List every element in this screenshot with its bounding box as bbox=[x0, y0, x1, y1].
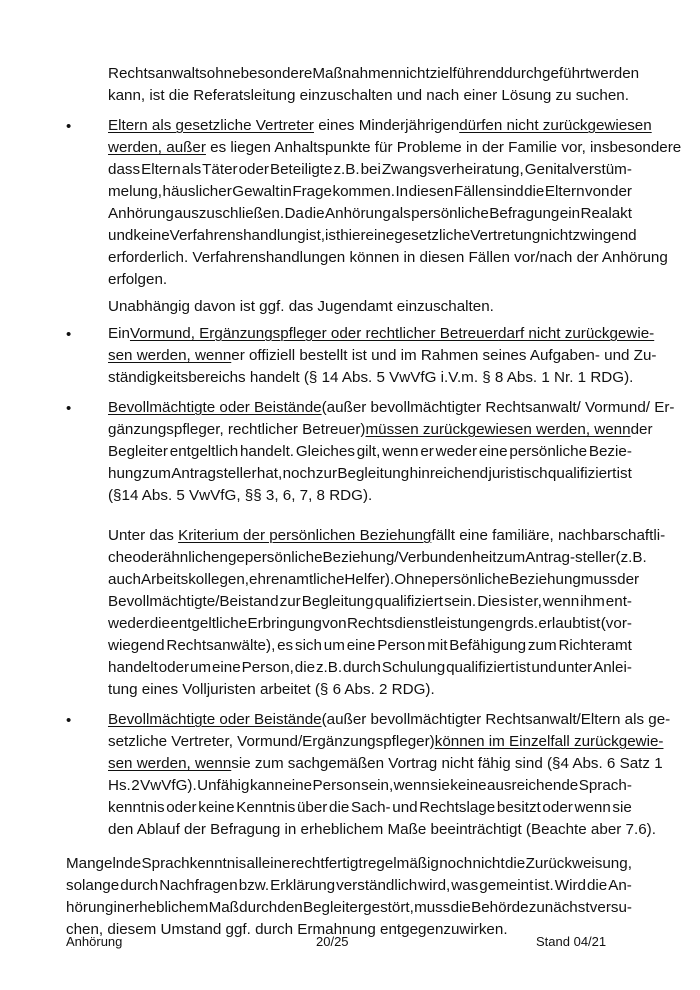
footer-section-title: Anhörung bbox=[66, 934, 123, 949]
closing-line: solange durch Nachfragen bzw. Erklärung verständlich wird, was gemeint ist. Wird die An- bbox=[66, 877, 632, 894]
item4-line bbox=[108, 710, 671, 730]
bullet-marker: • bbox=[66, 118, 72, 135]
item4-rule: können im Einzelfall zurückgewie- bbox=[434, 733, 664, 750]
item1-subject: Eltern als gesetzliche Vertreter bbox=[108, 117, 314, 134]
text-line: wiegend Rechtsanwälte), es sich um eine Person mit Befähigung zum Richteramt bbox=[108, 637, 632, 654]
text-line: handelt oder um eine Person, die z.B. durch Schulung qualifiziert ist und unter Anlei- bbox=[108, 659, 632, 676]
item1-note: Unabhängig davon ist ggf. das Jugendamt einzuschalten. bbox=[108, 298, 494, 315]
text-line: melung, häuslicher Gewalt in Frage kommen. In diesen Fällen sind die Eltern von der bbox=[108, 183, 632, 200]
item3-text: gänzungspfleger, rechtlicher Betreuer) bbox=[108, 421, 366, 438]
item3-para2-line bbox=[108, 526, 666, 546]
text-line: weder die entgeltliche Erbringung von Rechtsdienstleistungen grds. erlaubt ist (vor- bbox=[108, 615, 632, 632]
item1-text: eines Minderjährigen bbox=[313, 117, 460, 134]
closing-line: hörung in erheblichem Maß durch den Begleiter gestört, muss die Behörde zunächst versu- bbox=[66, 899, 632, 916]
item4-text: setzliche Vertreter, Vormund/Ergänzungspfleger) bbox=[108, 733, 435, 750]
item2-subject: Vormund, Ergänzungspfleger oder rechtlicher Betreuer bbox=[129, 325, 499, 342]
text-line: Begleiter entgeltlich handelt. Gleiches gilt, wenn er weder eine persönliche Bezie- bbox=[108, 443, 632, 460]
text-line: Rechtsanwalts ohne besondere Maßnahmen nicht zielführend durchgeführt werden bbox=[108, 65, 640, 82]
text-line: che oder ähnlich enge persönliche Beziehung/Verbundenheit zum Antrag-steller (z.B. bbox=[108, 549, 647, 566]
item4-subject: Bevollmächtigte oder Beistände bbox=[108, 711, 322, 728]
text-line: kann, ist die Referatsleitung einzuschalten und nach einer Lösung zu suchen. bbox=[108, 87, 629, 104]
item3-kriterium: Kriterium der persönlichen Beziehung bbox=[178, 527, 432, 544]
item3-line bbox=[108, 420, 653, 440]
item2-line bbox=[108, 324, 655, 344]
item3-line bbox=[108, 398, 675, 418]
item3-text: Unter das bbox=[108, 527, 179, 544]
footer-page-number: 20/25 bbox=[316, 934, 349, 949]
item2-text: Ein bbox=[108, 325, 130, 342]
item3-text: der bbox=[630, 421, 653, 438]
closing-line: Mangelnde Sprachkenntnis alleine rechtfertigt regelmäßig noch nicht die Zurückweisung, bbox=[66, 855, 632, 872]
item4-line bbox=[108, 754, 663, 774]
item2-text: er offiziell bestellt ist und im Rahmen seines Aufgaben- und Zu- bbox=[231, 347, 657, 364]
item2-rule: darf nicht zurückgewie- bbox=[498, 325, 655, 342]
text-line: kenntnis oder keine Kenntnis über die Sach- und Rechtslage besitzt oder wenn sie bbox=[108, 799, 632, 816]
item3-rule: müssen zurückgewiesen werden, wenn bbox=[365, 421, 631, 438]
closing-line: chen, diesem Umstand ggf. durch Ermahnung entgegenzuwirken. bbox=[66, 921, 508, 938]
item3-text: (außer bevollmächtigter Rechtsanwalt/ Vormund/ Er- bbox=[321, 399, 675, 416]
text-line: auch Arbeitskollegen, ehrenamtliche Helfer). Ohne persönliche Beziehung muss der bbox=[108, 571, 640, 588]
text-line: den Ablauf der Befragung in erheblichem Maße beeinträchtigt (Beachte aber 7.6). bbox=[108, 821, 656, 838]
bullet-marker: • bbox=[66, 400, 72, 417]
text-line: dass Eltern als Täter oder Beteiligte z.B. bei Zwangsverheiratung, Genitalverstüm- bbox=[108, 161, 632, 178]
item3-subject: Bevollmächtigte oder Beistände bbox=[108, 399, 322, 416]
item1-line bbox=[108, 116, 652, 136]
text-line: tung eines Volljuristen arbeitet (§ 6 Abs. 2 RDG). bbox=[108, 681, 435, 698]
text-line: ständigkeitsbereichs handelt (§ 14 Abs. 5 VwVfG i.V.m. § 8 Abs. 1 Nr. 1 RDG). bbox=[108, 369, 634, 386]
item2-line bbox=[108, 346, 657, 366]
item1-line bbox=[108, 138, 681, 158]
text-line: (§14 Abs. 5 VwVfG, §§ 3, 6, 7, 8 RDG). bbox=[108, 487, 373, 504]
item1-rule: werden, außer bbox=[108, 139, 206, 156]
item4-rule: sen werden, wenn bbox=[108, 755, 232, 772]
text-line: und keine Verfahrenshandlung ist, ist hier eine gesetzliche Vertretung nicht zwingend bbox=[108, 227, 637, 244]
text-line: hung zum Antragsteller hat, noch zur Begleitung hinreichend juristisch qualifiziert ist bbox=[108, 465, 632, 482]
text-line: Anhörung auszuschließen. Da die Anhörung als persönliche Befragung ein Realakt bbox=[108, 205, 632, 222]
text-line: Bevollmächtigte/Beistand zur Begleitung qualifiziert sein. Dies ist er, wenn ihm ent- bbox=[108, 593, 632, 610]
item1-text: es liegen Anhaltspunkte für Probleme in der Familie vor, insbesondere bbox=[205, 139, 682, 156]
text-line: Hs. 2 VwVfG). Unfähig kann eine Person sein, wenn sie keine ausreichende Sprach- bbox=[108, 777, 632, 794]
text-line: erforderlich. Verfahrenshandlungen können in diesen Fällen vor/nach der Anhörung bbox=[108, 249, 668, 266]
text-line: erfolgen. bbox=[108, 271, 168, 288]
item4-line bbox=[108, 732, 664, 752]
item3-text: fällt eine familiäre, nachbarschaftli- bbox=[431, 527, 666, 544]
item2-rule: sen werden, wenn bbox=[108, 347, 232, 364]
item4-text: sie zum sachgemäßen Vortrag nicht fähig sind (§4 Abs. 6 Satz 1 bbox=[231, 755, 663, 772]
footer-version: Stand 04/21 bbox=[536, 934, 607, 949]
item1-rule: dürfen nicht zurückgewiesen bbox=[459, 117, 652, 134]
bullet-marker: • bbox=[66, 712, 72, 729]
bullet-marker: • bbox=[66, 326, 72, 343]
item4-text: (außer bevollmächtigter Rechtsanwalt/Eltern als ge- bbox=[321, 711, 671, 728]
